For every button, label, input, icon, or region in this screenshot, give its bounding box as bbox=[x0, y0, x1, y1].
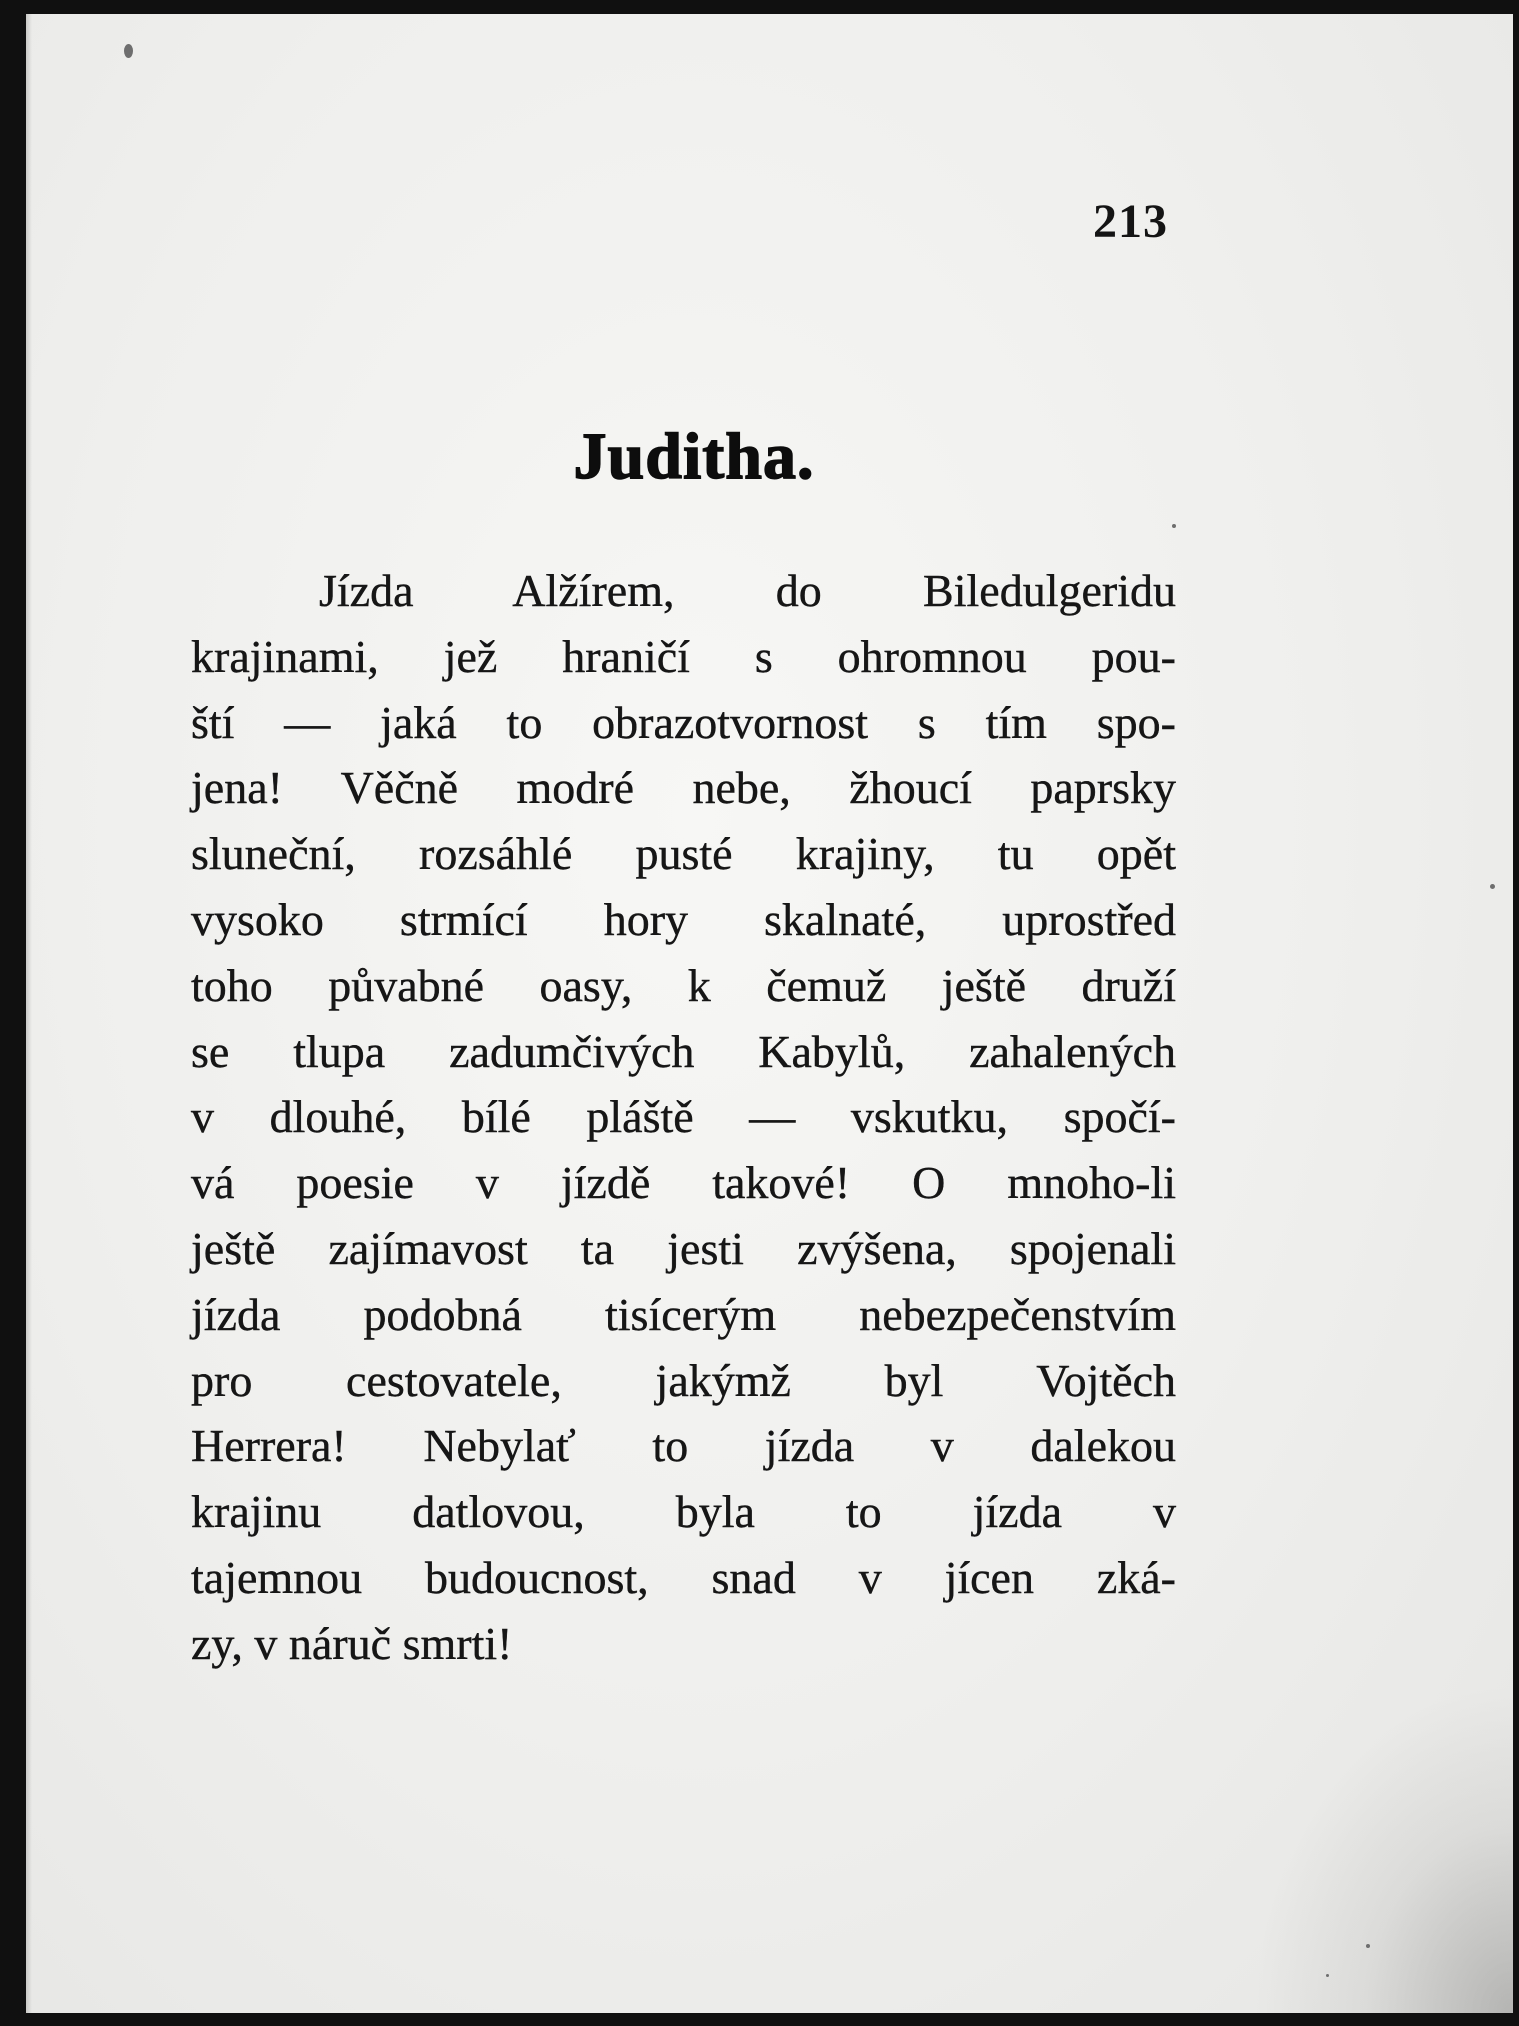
body-paragraph bbox=[191, 558, 1176, 1677]
text-line: jízda podobná tisícerým nebezpečenstvím bbox=[191, 1288, 1176, 1340]
chapter-title: Juditha. bbox=[573, 420, 815, 493]
paper-speck bbox=[1326, 1974, 1329, 1977]
page-edge-shadow bbox=[26, 14, 32, 2013]
text-line: krajinami, jež hraničí s ohromnou pou- bbox=[191, 630, 1176, 682]
text-line: tajemnou budoucnost, snad v jícen zká- bbox=[191, 1551, 1176, 1603]
paper-speck bbox=[1366, 1944, 1370, 1948]
text-line: sluneční, rozsáhlé pusté krajiny, tu opět bbox=[191, 828, 1176, 880]
text-line: vysoko strmící hory skalnaté, uprostřed bbox=[191, 893, 1176, 945]
paper-speck bbox=[1172, 524, 1176, 528]
text-line: vá poesie v jízdě takové! O mnoho-li bbox=[191, 1157, 1176, 1209]
paper-speck bbox=[124, 44, 133, 58]
text-line: krajinu datlovou, byla to jízda v bbox=[191, 1486, 1176, 1538]
paper-page bbox=[26, 14, 1513, 2013]
text-line: pro cestovatele, jakýmž byl Vojtěch bbox=[191, 1354, 1176, 1406]
text-line: v dlouhé, bílé pláště — vskutku, spočí- bbox=[191, 1091, 1176, 1143]
text-line: se tlupa zadumčivých Kabylů, zahalených bbox=[191, 1025, 1176, 1077]
paper-speck bbox=[1490, 884, 1495, 889]
page-number: 213 bbox=[1093, 195, 1168, 248]
text-line: zy, v náruč smrti! bbox=[191, 1617, 513, 1669]
text-line: Jízda Alžírem, do Biledulgeridu bbox=[319, 565, 1176, 616]
text-line: ještě zajímavost ta jesti zvýšena, spojenali bbox=[191, 1222, 1176, 1274]
text-line: ští — jaká to obrazotvornost s tím spo- bbox=[191, 696, 1176, 748]
text-line: Herrera! Nebylať to jízda v dalekou bbox=[191, 1420, 1176, 1472]
text-line: toho půvabné oasy, k čemuž ještě druží bbox=[191, 959, 1176, 1011]
paper-stain bbox=[1253, 1683, 1513, 2013]
text-line: jena! Věčně modré nebe, žhoucí paprsky bbox=[191, 762, 1176, 814]
